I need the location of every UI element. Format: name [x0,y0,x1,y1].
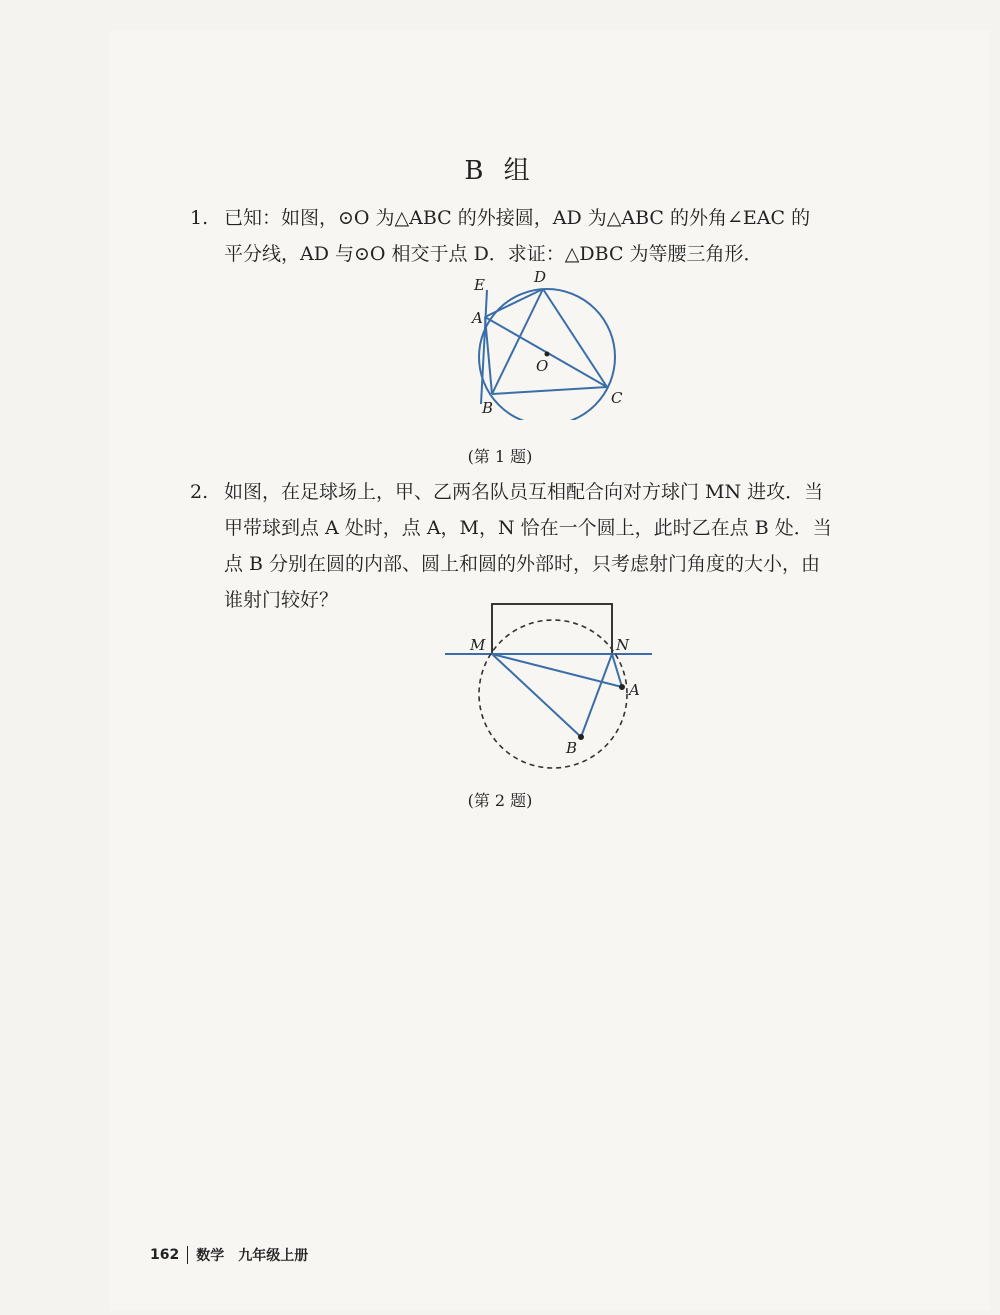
figure-2-caption: (第 2 题) [467,791,533,810]
footer-divider [187,1246,188,1264]
page-number: 162 [150,1247,180,1263]
label-e: E [474,276,485,294]
problem-2-figure [440,600,660,770]
label-c: C [611,389,623,407]
problem-1 [190,200,910,272]
goal-box [492,604,612,654]
segment-ad [485,289,543,317]
problem-1-figure [440,270,640,420]
problem-2-line-1: 2. 如图，在足球场上，甲、乙两名队员互相配合向对方球门 MN 进攻．当 [190,474,910,510]
segment-nb [581,654,612,737]
problem-2-line-4: 谁射门较好？ [224,589,339,611]
label-b: B [482,399,494,417]
label-o: O [536,357,549,375]
page-footer [150,1245,308,1265]
dashed-circle [479,620,627,768]
segment-db [492,289,543,394]
problem-2-line-3: 点 B 分别在圆的内部、圆上和圆的外部时，只考虑射门角度的大小，由 [224,553,821,575]
label-n: N [616,636,630,654]
center-point-o [545,352,550,357]
segment-bc [492,387,607,394]
problem-1-number: 1. [190,207,209,229]
label-b2: B [566,739,578,757]
segment-dc [543,289,607,387]
figure-1-caption: (第 1 题) [467,447,533,466]
problem-2 [190,474,910,618]
label-a: A [472,309,483,327]
segment-na [612,654,622,687]
problem-1-line-2: 平分线，AD 与⊙O 相交于点 D．求证：△DBC 为等腰三角形． [224,243,763,265]
problem-1-line-1: 1. 已知：如图，⊙O 为△ABC 的外接圆，AD 为△ABC 的外角∠EAC 的 [190,200,910,236]
point-a [619,684,625,690]
section-heading: B 组 [464,156,536,186]
segment-ab [485,317,492,394]
label-d: D [534,270,547,286]
point-b [578,734,584,740]
segment-mb [492,654,581,737]
label-a2: A [629,681,640,699]
label-m: M [470,636,486,654]
footer-subject: 数学 [196,1248,225,1264]
problem-2-number: 2. [190,481,209,503]
footer-grade: 九年级上册 [238,1248,309,1264]
problem-2-line-2: 甲带球到点 A 处时，点 A，M，N 恰在一个圆上，此时乙在点 B 处．当 [224,517,832,539]
